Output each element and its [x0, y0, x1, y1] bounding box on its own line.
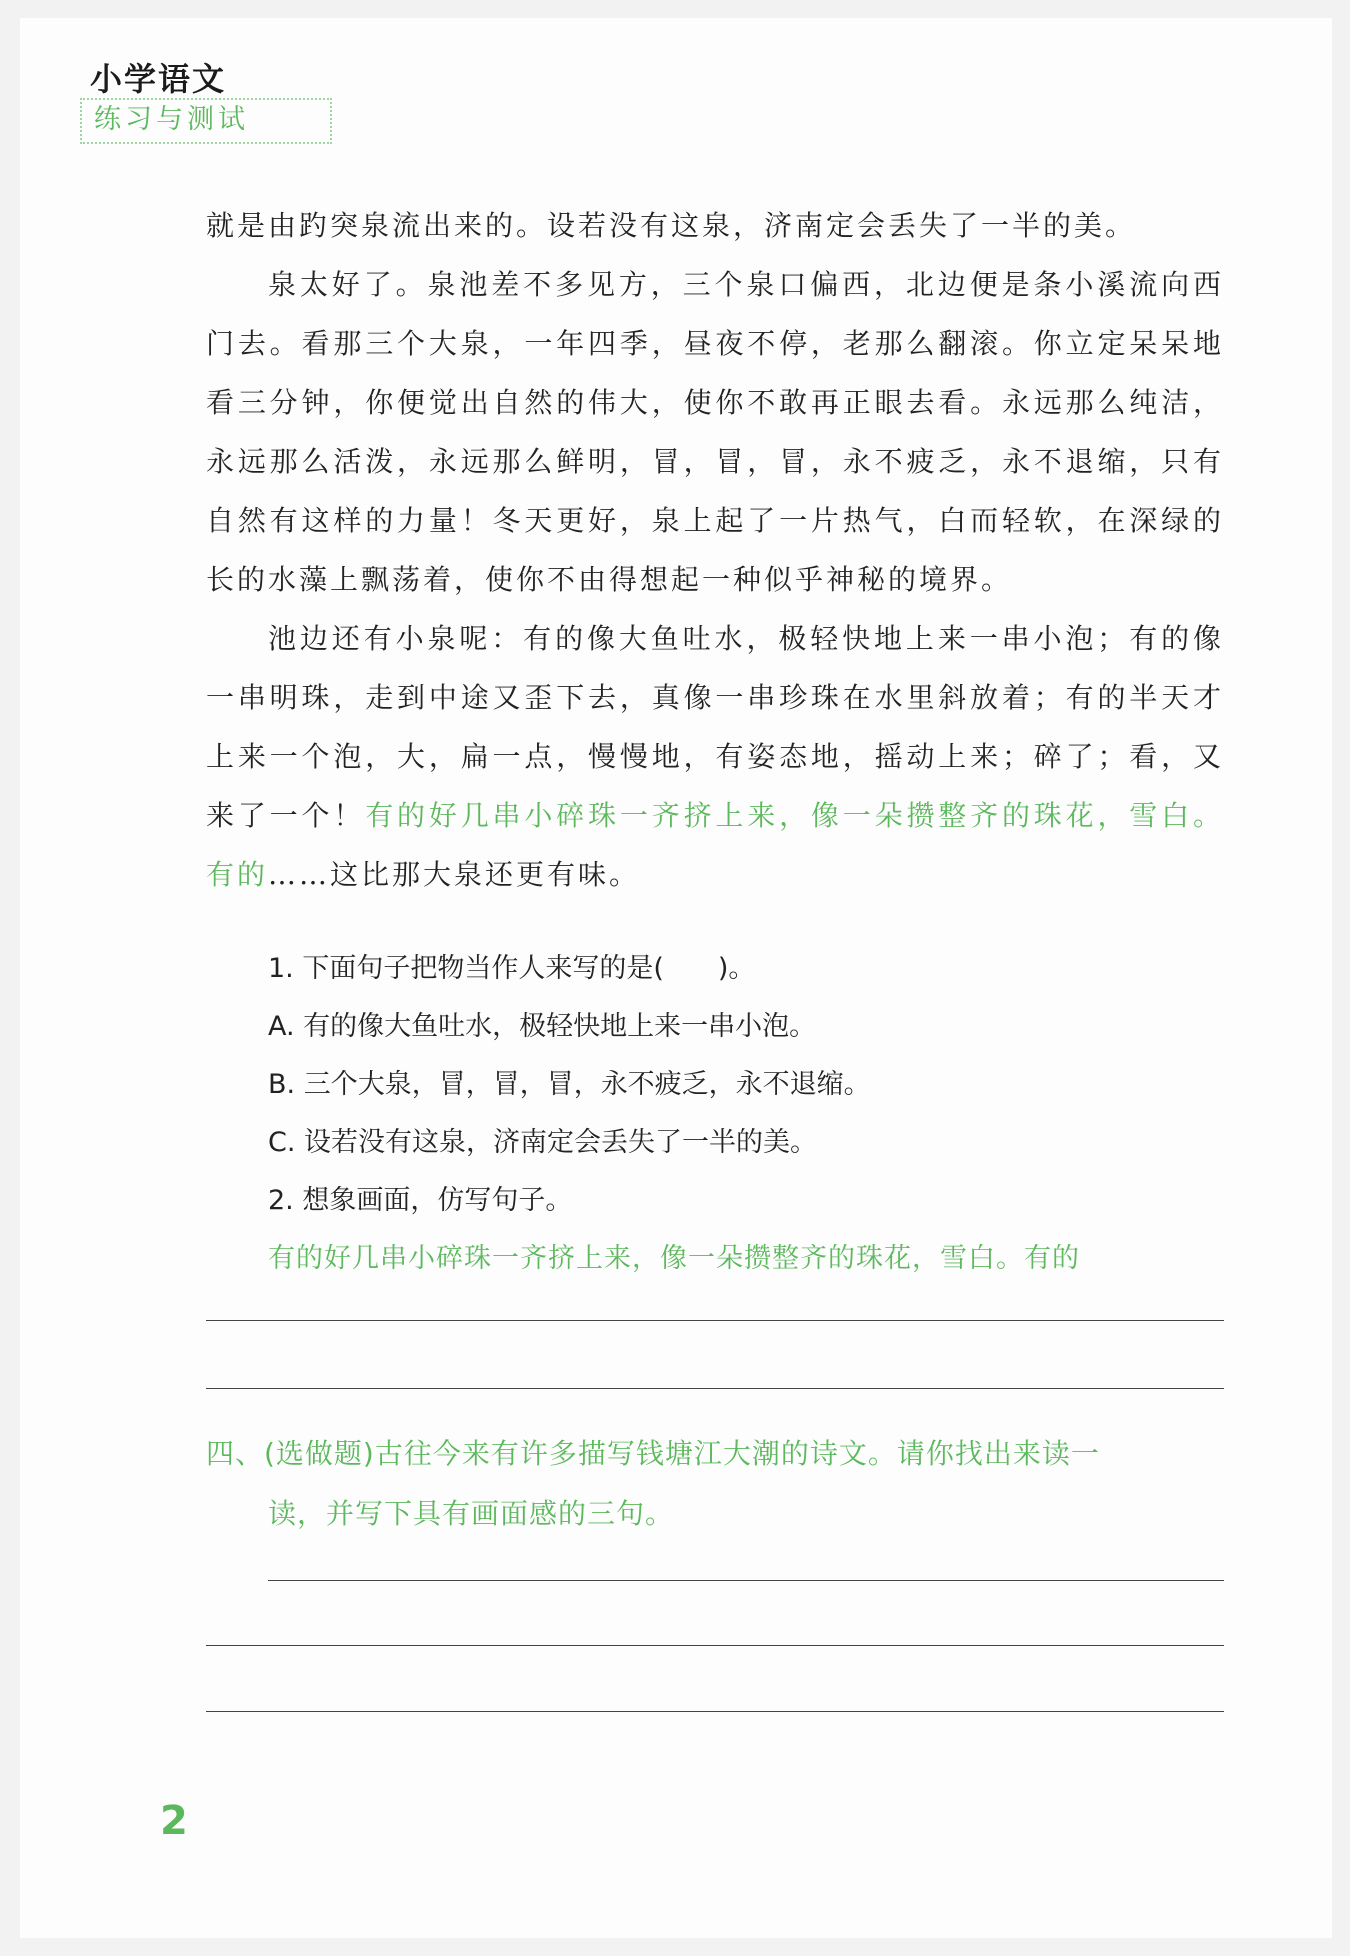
option-b: B. 三个大泉，冒，冒，冒，永不疲乏，永不退缩。	[268, 1069, 871, 1100]
answer-line[interactable]	[206, 1388, 1224, 1389]
question-block	[206, 940, 1224, 1288]
reading-passage	[206, 196, 1224, 904]
workbook-page	[20, 18, 1332, 1938]
series-title: 小学语文	[90, 60, 227, 98]
passage-paragraph-1: 就是由趵突泉流出来的。设若没有这泉，济南定会丢失了一半的美。	[206, 209, 1137, 242]
passage-paragraph-3-text: 池边还有小泉呢：有的像大鱼吐水，极轻快地上来一串小泡；有的像一串明珠，走到中途又歪下去，真像一串珍珠在水里斜放着；有的半天才上来一个泡，大，扁一点，慢慢地，有姿态地，摇动上来；碎了；看，又来了一个！	[206, 622, 1224, 832]
passage-paragraph-2: 泉太好了。泉池差不多见方，三个泉口偏西，北边便是条小溪流向西门去。看那三个大泉，一年四季，昼夜不停，老那么翻滚。你立定呆呆地看三分钟，你便觉出自然的伟大，使你不敢再正眼去看。永远那么纯洁，永远那么活泼，永远那么鲜明，冒，冒，冒，永不疲乏，永不退缩，只有自然有这样的力量！冬天更好，泉上起了一片热气，白而轻软，在深绿的长的水藻上飘荡着，使你不由得想起一种似乎神秘的境界。	[206, 268, 1224, 596]
section-4	[206, 1424, 1226, 1544]
section-4-line-2: 读，并写下具有画面感的三句。	[268, 1497, 675, 1530]
section-4-line-1: 四、(选做题)古往今来有许多描写钱塘江大潮的诗文。请你找出来读一	[206, 1437, 1100, 1470]
passage-paragraph-3	[206, 609, 1224, 904]
answer-line[interactable]	[206, 1320, 1224, 1321]
answer-line[interactable]	[206, 1711, 1224, 1712]
option-a: A. 有的像大鱼吐水，极轻快地上来一串小泡。	[268, 1011, 817, 1042]
question-1: 1. 下面句子把物当作人来写的是( )。	[268, 953, 756, 984]
series-subtitle: 练习与测试	[80, 98, 332, 144]
page-number: 2	[160, 1798, 188, 1844]
passage-paragraph-3-end: ……这比那大泉还更有味。	[268, 858, 641, 891]
model-sentence: 有的好几串小碎珠一齐挤上来，像一朵攒整齐的珠花，雪白。有的	[268, 1243, 1080, 1274]
highlighted-sentence: 有的好几串小碎珠一齐挤上来，像一朵攒整齐的珠花，雪白。有的	[206, 799, 1224, 891]
answer-line[interactable]	[268, 1580, 1224, 1581]
answer-line[interactable]	[206, 1645, 1224, 1646]
question-2: 2. 想象画面，仿写句子。	[268, 1185, 573, 1216]
option-c: C. 设若没有这泉，济南定会丢失了一半的美。	[268, 1127, 818, 1158]
